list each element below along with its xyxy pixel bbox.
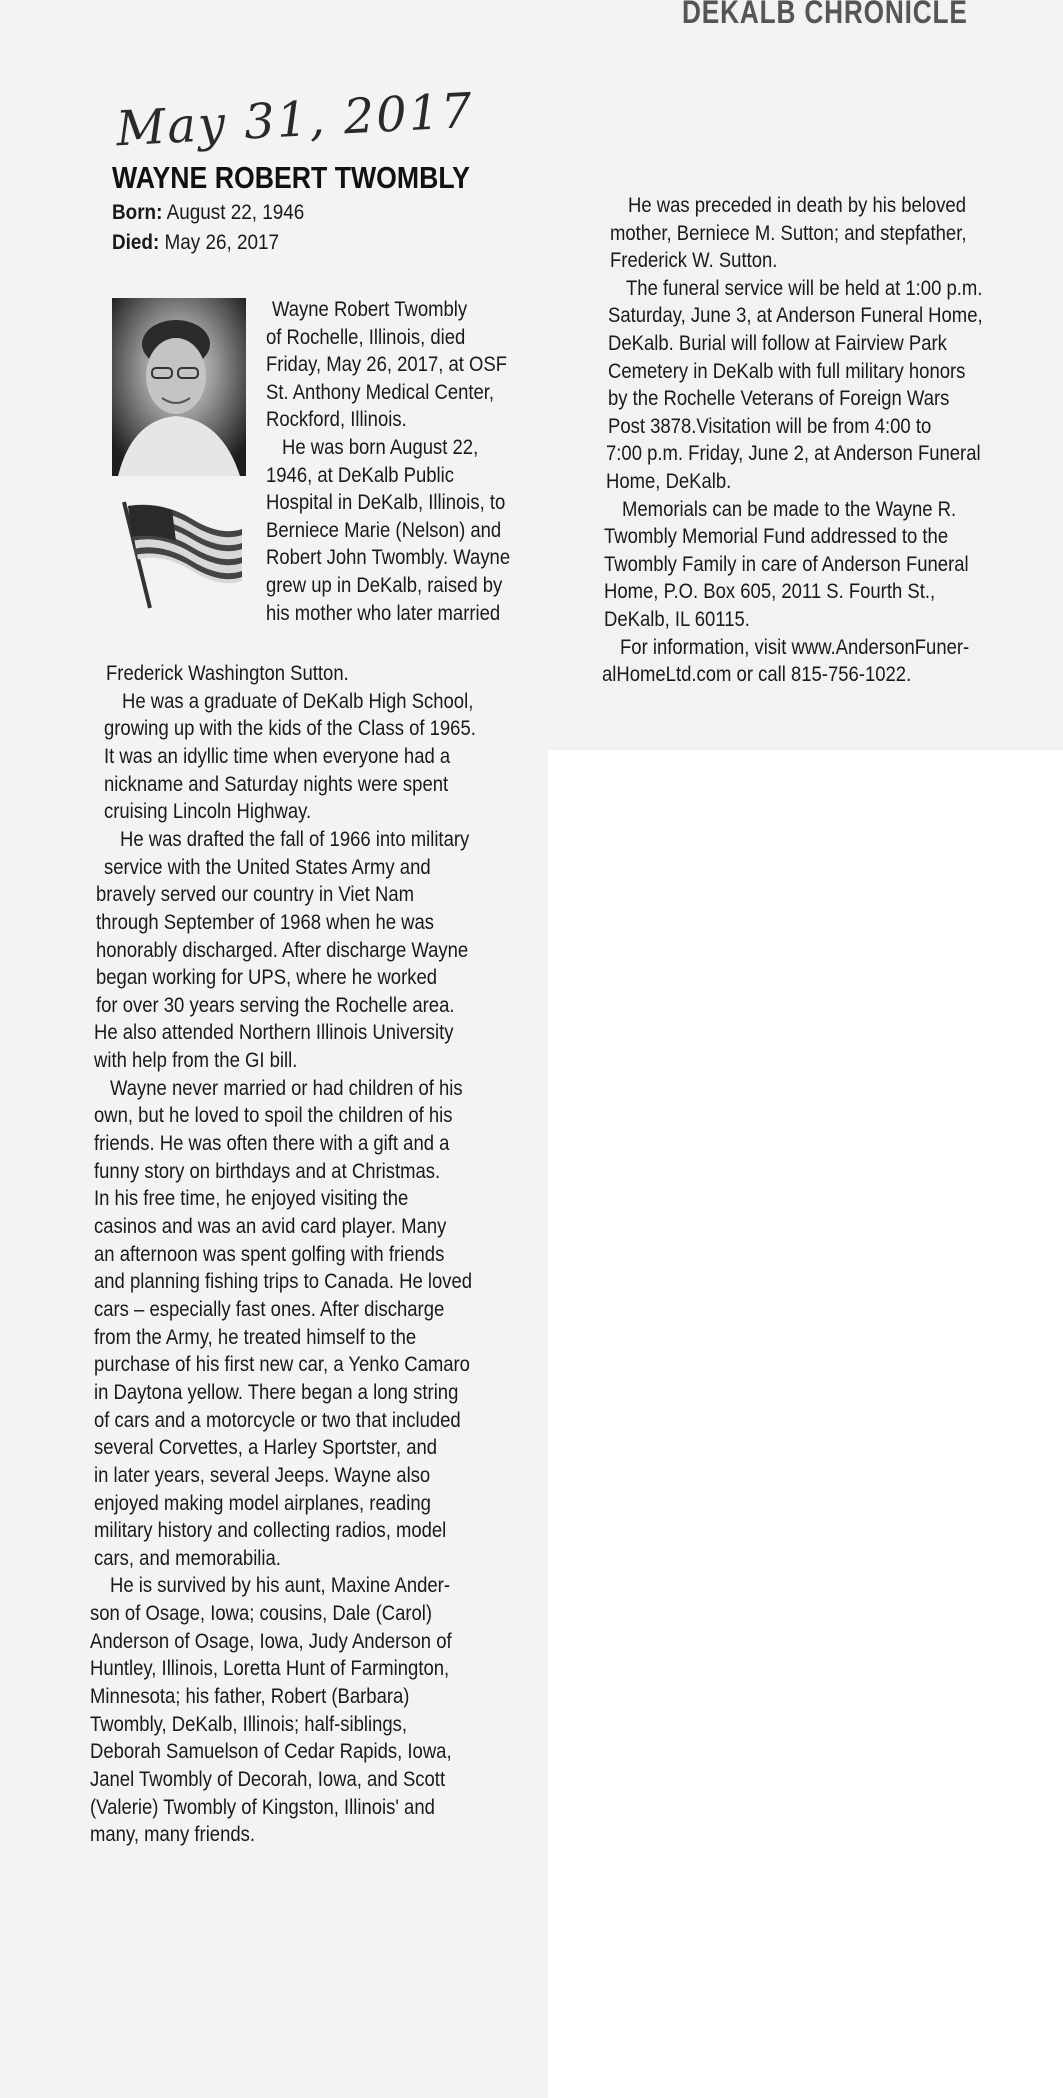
text-line: Wayne never married or had children of his xyxy=(110,1076,463,1100)
text-line: He also attended Northern Illinois University xyxy=(94,1021,454,1045)
text-line: by the Rochelle Veterans of Foreign Wars xyxy=(608,387,950,411)
text-line: Huntley, Illinois, Loretta Hunt of Farmington, xyxy=(90,1657,450,1681)
text-line: Twombly Memorial Fund addressed to the xyxy=(604,525,949,549)
text-line: Minnesota; his father, Robert (Barbara) xyxy=(90,1685,410,1709)
text-line: of cars and a motorcycle or two that included xyxy=(94,1408,461,1432)
died-line xyxy=(112,231,279,255)
text-line: For information, visit www.AndersonFuner- xyxy=(620,635,970,659)
text-line: It was an idyllic time when everyone had a xyxy=(104,744,451,768)
text-line: Memorials can be made to the Wayne R. xyxy=(622,497,957,521)
text-line: son of Osage, Iowa; cousins, Dale (Carol) xyxy=(90,1602,433,1626)
text-line: enjoyed making model airplanes, reading xyxy=(94,1491,431,1515)
text-line: The funeral service will be held at 1:00 p.m. xyxy=(626,276,983,300)
text-line: growing up with the kids of the Class of 1965. xyxy=(104,717,476,741)
text-line: 1946, at DeKalb Public xyxy=(266,463,455,487)
text-line: honorably discharged. After discharge Wayne xyxy=(96,938,469,962)
text-line: 7:00 p.m. Friday, June 2, at Anderson Funeral xyxy=(606,442,981,466)
text-line: He was drafted the fall of 1966 into military xyxy=(120,827,470,851)
portrait-photo xyxy=(112,298,246,476)
text-line: military history and collecting radios, model xyxy=(94,1519,447,1543)
obituary-headline: WAYNE ROBERT TWOMBLY xyxy=(112,160,470,195)
text-line: funny story on birthdays and at Christmas. xyxy=(94,1159,441,1183)
text-line: purchase of his first new car, a Yenko Camaro xyxy=(94,1353,470,1377)
text-line: own, but he loved to spoil the children of his xyxy=(94,1104,453,1128)
american-flag-icon xyxy=(114,498,242,610)
text-line: cars, and memorabilia. xyxy=(94,1546,281,1570)
text-line: and planning fishing trips to Canada. He loved xyxy=(94,1270,473,1294)
text-line: casinos and was an avid card player. Many xyxy=(94,1215,447,1238)
text-line: Berniece Marie (Nelson) and xyxy=(266,518,502,542)
text-line: through September of 1968 when he was xyxy=(96,910,435,934)
text-line: Frederick W. Sutton. xyxy=(610,249,778,273)
text-line: In his free time, he enjoyed visiting the xyxy=(94,1187,409,1211)
handwritten-date: May 31, 2017 xyxy=(114,82,476,158)
text-line: from the Army, he treated himself to the xyxy=(94,1325,417,1349)
text-line: bravely served our country in Viet Nam xyxy=(96,883,415,907)
text-line: cars – especially fast ones. After discharge xyxy=(94,1297,445,1321)
text-line: an afternoon was spent golfing with friends xyxy=(94,1242,445,1266)
text-line: his mother who later married xyxy=(266,601,501,625)
text-line: He was preceded in death by his beloved xyxy=(628,194,967,217)
text-line: nickname and Saturday nights were spent xyxy=(104,772,449,796)
text-line: He was born August 22, xyxy=(282,436,479,459)
text-line: grew up in DeKalb, raised by xyxy=(266,574,503,597)
text-line: Post 3878.Visitation will be from 4:00 to xyxy=(608,414,932,438)
text-line: Friday, May 26, 2017, at OSF xyxy=(266,353,508,377)
text-line: Home, DeKalb. xyxy=(606,470,732,493)
text-line: Janel Twombly of Decorah, Iowa, and Scott xyxy=(90,1768,446,1791)
born-date: August 22, 1946 xyxy=(162,201,305,224)
text-line: He was a graduate of DeKalb High School, xyxy=(122,689,474,713)
text-line: Cemetery in DeKalb with full military honors xyxy=(608,359,966,383)
text-line: DeKalb. Burial will follow at Fairview Park xyxy=(608,332,947,355)
text-line: Rockford, Illinois. xyxy=(266,408,407,432)
text-line: with help from the GI bill. xyxy=(94,1049,298,1073)
text-line: in Daytona yellow. There began a long string xyxy=(94,1380,459,1404)
text-line: Saturday, June 3, at Anderson Funeral Home, xyxy=(608,304,983,328)
text-line: mother, Berniece M. Sutton; and stepfather, xyxy=(610,221,967,245)
text-line: several Corvettes, a Harley Sportster, and xyxy=(94,1436,438,1460)
born-label: Born: xyxy=(112,201,163,224)
text-line: for over 30 years serving the Rochelle area. xyxy=(96,993,455,1017)
text-line: in later years, several Jeeps. Wayne also xyxy=(94,1463,431,1487)
text-line: alHomeLtd.com or call 815-756-1022. xyxy=(602,663,912,687)
text-line: service with the United States Army and xyxy=(104,855,431,879)
text-line: Twombly Family in care of Anderson Funeral xyxy=(604,552,969,576)
text-line: Frederick Washington Sutton. xyxy=(106,662,349,685)
text-line: friends. He was often there with a gift and a xyxy=(94,1132,450,1156)
text-line: Home, P.O. Box 605, 2011 S. Fourth St., xyxy=(604,580,936,604)
text-line: Hospital in DeKalb, Illinois, to xyxy=(266,491,506,515)
text-line: St. Anthony Medical Center, xyxy=(266,380,495,404)
text-line: DeKalb, IL 60115. xyxy=(604,608,750,631)
text-line: began working for UPS, where he worked xyxy=(96,966,438,990)
text-line: Wayne Robert Twombly xyxy=(272,298,468,321)
text-line: He is survived by his aunt, Maxine Ander- xyxy=(110,1574,450,1598)
text-line: many, many friends. xyxy=(90,1823,256,1847)
text-line: cruising Lincoln Highway. xyxy=(104,800,312,824)
text-line: Deborah Samuelson of Cedar Rapids, Iowa, xyxy=(90,1740,452,1764)
text-line: Robert John Twombly. Wayne xyxy=(266,546,511,570)
died-date: May 26, 2017 xyxy=(159,231,280,254)
text-line: Twombly, DeKalb, Illinois; half-siblings, xyxy=(90,1712,408,1736)
text-line: (Valerie) Twombly of Kingston, Illinois' and xyxy=(90,1795,435,1819)
newspaper-masthead: DEKALB CHRONICLE xyxy=(682,0,968,30)
born-line xyxy=(112,201,304,225)
text-line: of Rochelle, Illinois, died xyxy=(266,325,466,349)
text-line: Anderson of Osage, Iowa, Judy Anderson of xyxy=(90,1629,452,1653)
died-label: Died: xyxy=(112,231,160,254)
